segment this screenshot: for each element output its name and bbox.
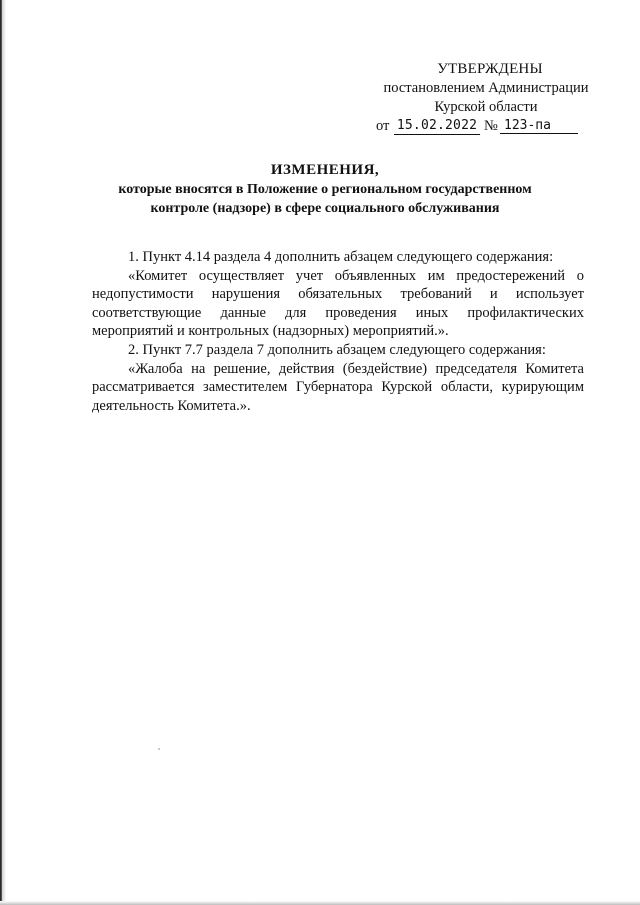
approval-issuer: постановлением Администрации [383,80,589,96]
approval-date-row [360,117,600,136]
approval-number: 123-па [500,116,578,134]
paragraph-2-text: «Жалоба на решение, действия (бездействие) председателя Комитета рассматривается заместителем Губернатора Курской области, курирующим деятельность Комитета.». [92,360,584,414]
approval-title: УТВЕРЖДЕНЫ [437,61,543,77]
paragraph-1-text: «Комитет осуществляет учет объявленных им предостережений о недопустимости нарушения обязательных требований и использует соответствующие данные для проведения иных профилактических мероприятий и контрольных (надзорных) мероприятий.». [92,267,584,340]
document-heading: ИЗМЕНЕНИЯ, [270,162,380,178]
approval-stamp [360,60,600,136]
document-body [92,248,584,415]
scan-bottom-edge [0,901,640,905]
number-sign: № [484,118,498,134]
paragraph-1-intro: 1. Пункт 4.14 раздела 4 дополнить абзацем следующего содержания: [128,249,554,265]
paragraph-2-intro: 2. Пункт 7.7 раздела 7 дополнить абзацем следующего содержания: [128,341,546,358]
from-label: от [376,118,390,134]
approval-date: 15.02.2022 [394,116,480,135]
document-subtitle-line-1: которые вносятся в Положение о региональном государственном [118,182,532,197]
document-title-block [60,160,590,218]
approval-region: Курской области [434,99,538,115]
scan-left-edge [0,0,6,905]
scan-speck [158,748,160,750]
document-subtitle-line-2: контроле (надзоре) в сфере социального обслуживания [150,201,500,216]
